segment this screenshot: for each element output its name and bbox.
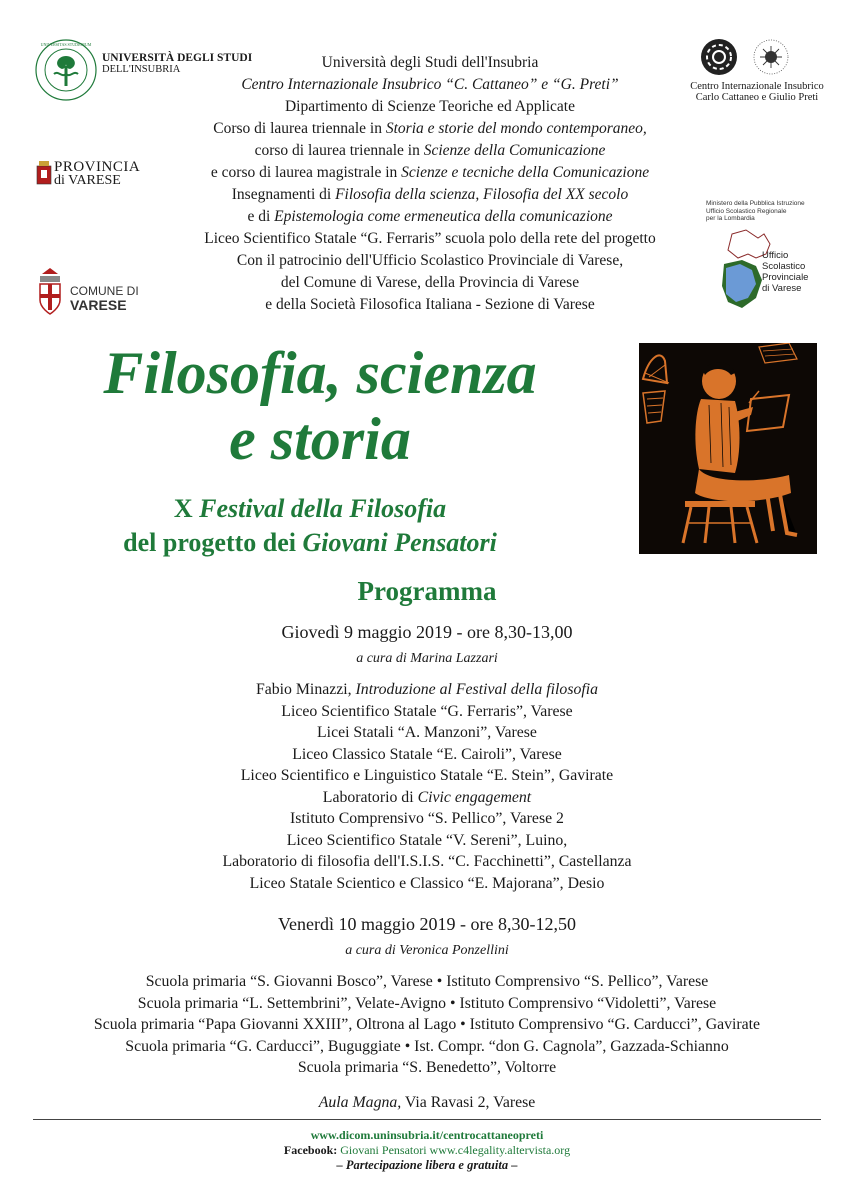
day1-lab-b: Civic engagement	[417, 788, 532, 806]
ministero-logo	[706, 200, 846, 316]
comune-crest-icon	[36, 268, 64, 316]
insubria-line2: DELL'INSUBRIA	[102, 64, 181, 75]
ufficio-line4: di Varese	[762, 283, 802, 294]
header-line11: del Comune di Varese, della Provincia di Varese	[280, 274, 580, 291]
header-line4	[140, 118, 720, 140]
header-line10: Con il patrocinio dell'Ufficio Scolastico Provinciale di Varese,	[236, 252, 624, 269]
subtitle-line2-a: del progetto dei	[123, 528, 303, 557]
header-line6-a: e corso di laurea magistrale in	[210, 164, 402, 181]
ministero-line3: per la Lombardia	[706, 215, 755, 222]
day1-intro-name: Fabio Minazzi,	[255, 681, 356, 698]
venue-room: Aula Magna,	[318, 1094, 402, 1111]
venue	[0, 1092, 854, 1114]
subtitle-line2-b: Giovani Pensatori	[302, 528, 497, 557]
list-item: Scuola primaria “S. Benedetto”, Voltorre	[297, 1059, 557, 1076]
list-item: Licei Statali “A. Manzoni”, Varese	[317, 724, 537, 741]
list-item: Laboratorio di filosofia dell'I.S.I.S. “C. Facchinetti”, Castellanza	[222, 853, 632, 870]
header-line8-b: Epistemologia come ermeneutica della comunicazione	[274, 208, 613, 225]
insubria-line1: UNIVERSITÀ DEGLI STUDI	[102, 52, 253, 64]
day1-curator: a cura di Marina Lazzari	[356, 651, 498, 666]
list-item: Liceo Scientifico Statale “V. Sereni”, Luino,	[286, 831, 568, 849]
provincia-line1: PROVINCIA	[54, 159, 141, 175]
greek-vase-painting	[639, 343, 817, 554]
header-line6-b: Scienze e tecniche della Comunicazione	[401, 164, 650, 181]
list-item: Scuola primaria “S. Giovanni Bosco”, Varese • Istituto Comprensivo “S. Pellico”, Varese	[145, 973, 709, 990]
day1-intro-title: Introduzione al Festival della filosofia	[355, 681, 599, 698]
ministero-line2: Ufficio Scolastico Regionale	[706, 207, 787, 215]
venue-address: Via Ravasi 2, Varese	[401, 1094, 536, 1111]
footer-facebook	[0, 1143, 854, 1158]
day2-list	[0, 971, 854, 1079]
footer-note: – Partecipazione libera e gratuita –	[336, 1158, 518, 1172]
day2-curator: a cura di Veronica Ponzellini	[345, 943, 509, 958]
starburst-emblem-icon	[752, 38, 790, 76]
day1-lab	[0, 787, 854, 809]
facebook-label: Facebook:	[283, 1143, 341, 1157]
header-line1: Università degli Studi dell'Insubria	[321, 54, 539, 71]
subtitle-line2	[20, 526, 600, 560]
header-line5-b: Scienze della Comunicazione	[423, 142, 606, 159]
header-line8	[140, 206, 720, 228]
ufficio-line1: Ufficio	[762, 250, 789, 261]
page-title	[20, 340, 620, 472]
comune-line2: VARESE	[70, 297, 127, 313]
footer	[0, 1128, 854, 1173]
provincia-line2: di VARESE	[54, 173, 121, 188]
header-line9: Liceo Scientifico Statale “G. Ferraris” scuola polo della rete del progetto	[204, 230, 656, 247]
list-item: Liceo Classico Statale “E. Cairoli”, Varese	[292, 745, 562, 763]
subtitle-line1	[20, 492, 600, 526]
header-line7	[140, 184, 720, 206]
facebook-link[interactable]: Giovani Pensatori www.c4legality.altervista.org	[340, 1143, 571, 1157]
provincia-logo	[36, 158, 146, 192]
header-block	[140, 52, 720, 316]
title-line2: e storia	[229, 406, 411, 472]
day1-heading: Giovedì 9 maggio 2019 - ore 8,30-13,00	[281, 622, 573, 642]
list-item: Scuola primaria “G. Carducci”, Buguggiate • Ist. Compr. “don G. Cagnola”, Gazzada-Schianno	[125, 1037, 729, 1055]
header-line7-b: Filosofia della scienza, Filosofia del XX secolo	[335, 186, 629, 203]
header-line7-a: Insegnamenti di	[231, 186, 336, 203]
list-item: Scuola primaria “Papa Giovanni XXIII”, Oltrona al Lago • Istituto Comprensivo “G. Carducci”, Gavirate	[93, 1016, 761, 1033]
ufficio-line3: Provinciale	[762, 272, 809, 283]
day1-intro	[0, 679, 854, 701]
header-line6	[140, 162, 720, 184]
header-line4-a: Corso di laurea triennale in	[213, 120, 386, 137]
title-line1: Filosofia, scienza	[103, 340, 537, 406]
ufficio-line2: Scolastico	[762, 261, 806, 272]
program-label: Programma	[357, 576, 497, 606]
list-item: Scuola primaria “L. Settembrini”, Velate-Avigno • Istituto Comprensivo “Vidoletti”, Varese	[137, 994, 717, 1012]
subtitle-line1-a: X	[173, 494, 200, 523]
list-item: Liceo Scientifico e Linguistico Statale “E. Stein”, Gavirate	[240, 767, 614, 784]
divider	[33, 1119, 821, 1120]
header-line5-a: corso di laurea triennale in	[254, 142, 424, 159]
header-line4-b: Storia e storie del mondo contemporaneo,	[385, 120, 647, 137]
venue-line	[0, 1092, 854, 1114]
footer-website[interactable]: www.dicom.uninsubria.it/centrocattaneopreti	[310, 1128, 544, 1142]
insubria-seal-icon	[34, 38, 98, 102]
list-item: Liceo Scientifico Statale “G. Ferraris”, Varese	[281, 702, 573, 720]
header-line2: Centro Internazionale Insubrico “C. Cattaneo” e “G. Preti”	[241, 76, 619, 93]
centro-line2: Carlo Cattaneo e Giulio Preti	[695, 92, 819, 103]
subtitle-line1-b: Festival della Filosofia	[199, 494, 447, 523]
festival-subtitle	[20, 492, 600, 560]
svg-text:UNIVERSITAS STUDIORUM: UNIVERSITAS STUDIORUM	[40, 42, 92, 47]
day2-heading: Venerdì 10 maggio 2019 - ore 8,30-12,50	[278, 914, 576, 934]
centro-line1: Centro Internazionale Insubrico	[690, 81, 824, 92]
header-line12: e della Società Filosofica Italiana - Sezione di Varese	[265, 296, 595, 313]
list-item: Liceo Statale Scientico e Classico “E. Majorana”, Desio	[249, 874, 605, 892]
day1-lab-a: Laboratorio di	[322, 788, 418, 806]
header-line3: Dipartimento di Scienze Teoriche ed Applicate	[284, 98, 575, 115]
provincia-crest-icon	[36, 160, 52, 188]
list-item: Istituto Comprensivo “S. Pellico”, Varese 2	[290, 810, 564, 827]
header-line8-a: e di	[247, 208, 275, 225]
seated-scribe-figure-icon	[639, 343, 817, 554]
header-line5	[140, 140, 720, 162]
comune-line1: COMUNE DI	[70, 284, 139, 298]
ministero-line1: Ministero della Pubblica Istruzione	[706, 200, 805, 207]
day1-list	[0, 679, 854, 894]
comune-logo	[36, 268, 146, 318]
